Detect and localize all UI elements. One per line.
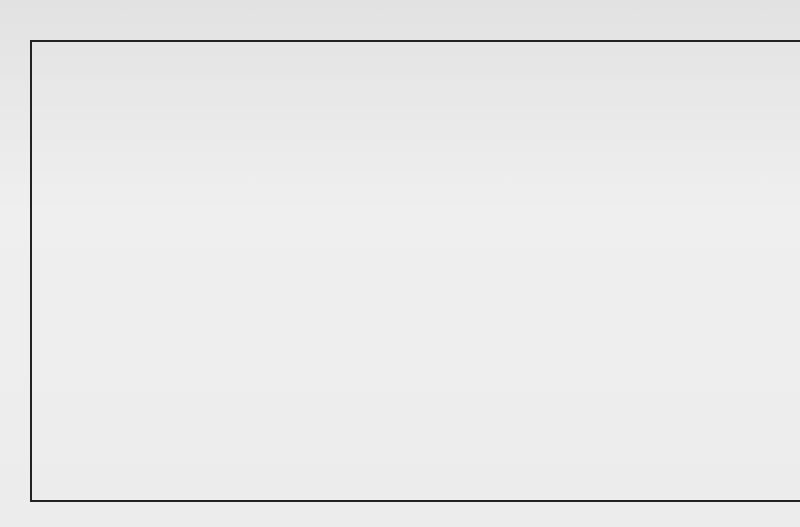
results-table [30, 40, 800, 502]
